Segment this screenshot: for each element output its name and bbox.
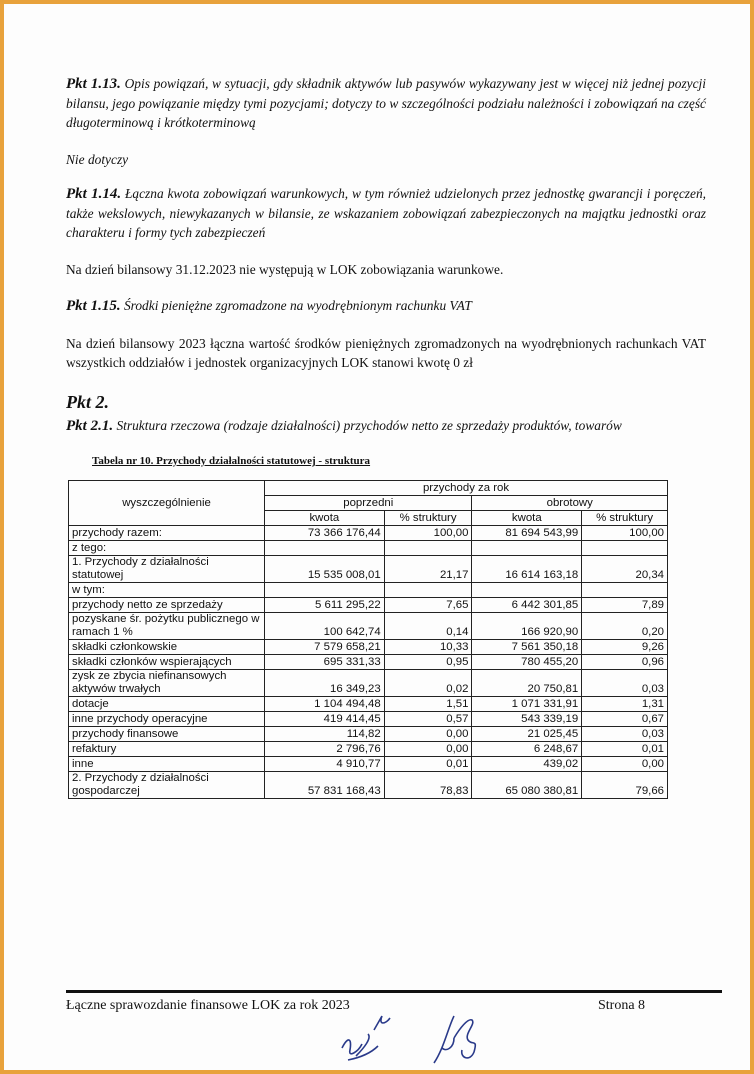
row-curr-pct: 7,89 <box>582 598 668 613</box>
row-curr-amount: 20 750,81 <box>472 670 582 697</box>
row-prev-amount <box>265 583 385 598</box>
row-curr-amount: 7 561 350,18 <box>472 640 582 655</box>
row-curr-amount: 439,02 <box>472 757 582 772</box>
pkt-2-heading: Pkt 2. <box>66 392 109 412</box>
row-curr-pct: 1,31 <box>582 697 668 712</box>
table-row <box>69 772 668 799</box>
row-prev-amount: 100 642,74 <box>265 613 385 640</box>
row-curr-pct: 0,01 <box>582 742 668 757</box>
section-pkt-1-15 <box>66 296 706 316</box>
row-curr-pct: 0,00 <box>582 757 668 772</box>
row-curr-pct <box>582 583 668 598</box>
row-curr-pct: 9,26 <box>582 640 668 655</box>
row-curr-pct: 20,34 <box>582 556 668 583</box>
row-label: składki członków wspierających <box>69 655 265 670</box>
row-curr-pct: 0,03 <box>582 670 668 697</box>
row-label: z tego: <box>69 541 265 556</box>
row-curr-amount: 543 339,19 <box>472 712 582 727</box>
table-row <box>69 655 668 670</box>
row-label: zysk ze zbycia niefinansowych aktywów trwałych <box>69 670 265 697</box>
table-caption: Tabela nr 10. Przychody działalności statutowej - struktura <box>92 455 371 467</box>
row-curr-pct: 0,96 <box>582 655 668 670</box>
row-prev-amount: 1 104 494,48 <box>265 697 385 712</box>
table-header-row-1 <box>69 481 668 496</box>
pkt-1-13-answer-block <box>66 150 706 169</box>
pkt-1-15-paragraph <box>66 296 706 316</box>
row-prev-amount: 695 331,33 <box>265 655 385 670</box>
section-pkt-1-13 <box>66 74 706 132</box>
row-label: pozyskane śr. pożytku publicznego w ramach 1 % <box>69 613 265 640</box>
row-curr-amount: 16 614 163,18 <box>472 556 582 583</box>
table-row <box>69 541 668 556</box>
pkt-1-14-paragraph <box>66 184 706 242</box>
row-prev-pct: 7,65 <box>384 598 472 613</box>
row-curr-pct: 79,66 <box>582 772 668 799</box>
row-prev-amount: 7 579 658,21 <box>265 640 385 655</box>
header-kwota-prev: kwota <box>265 511 385 526</box>
row-prev-pct <box>384 583 472 598</box>
row-prev-amount: 419 414,45 <box>265 712 385 727</box>
header-przychody-za-rok: przychody za rok <box>265 481 668 496</box>
header-wyszczegolnienie: wyszczególnienie <box>69 481 265 526</box>
row-prev-pct: 78,83 <box>384 772 472 799</box>
table-row <box>69 670 668 697</box>
footer-page-number: Strona 8 <box>598 998 646 1013</box>
signature-2-icon <box>424 1008 494 1070</box>
row-curr-amount: 65 080 380,81 <box>472 772 582 799</box>
pkt-1-15-text: Środki pieniężne zgromadzone na wyodrębnionym rachunku VAT <box>123 298 472 313</box>
revenue-structure-table <box>68 480 668 799</box>
row-label: przychody razem: <box>69 526 265 541</box>
row-curr-amount: 1 071 331,91 <box>472 697 582 712</box>
pkt-1-15-answer-block <box>66 334 706 372</box>
row-curr-amount <box>472 541 582 556</box>
table-row <box>69 556 668 583</box>
table-row <box>69 727 668 742</box>
row-curr-amount: 780 455,20 <box>472 655 582 670</box>
pkt-1-14-text: Łączna kwota zobowiązań warunkowych, w tym również udzielonych przez jednostkę gwarancji i poręczeń, także wekslowych, niewykazanych w bilansie, ze wskazaniem zobowiązań zabezpieczonych na majątku jednostki oraz charakteru i formy tych zabezpieczeń <box>66 186 706 240</box>
table-row <box>69 640 668 655</box>
row-label: dotacje <box>69 697 265 712</box>
row-prev-pct: 0,00 <box>384 742 472 757</box>
row-label: refaktury <box>69 742 265 757</box>
row-prev-amount: 4 910,77 <box>265 757 385 772</box>
header-pct-curr: % struktury <box>582 511 668 526</box>
row-curr-pct: 0,20 <box>582 613 668 640</box>
row-curr-amount: 166 920,90 <box>472 613 582 640</box>
pkt-2-1-label: Pkt 2.1. <box>66 418 114 434</box>
row-curr-amount: 21 025,45 <box>472 727 582 742</box>
table-row <box>69 757 668 772</box>
row-curr-pct: 0,03 <box>582 727 668 742</box>
row-prev-pct: 0,14 <box>384 613 472 640</box>
section-pkt-1-14 <box>66 184 706 242</box>
header-pct-prev: % struktury <box>384 511 472 526</box>
pkt-1-13-paragraph <box>66 74 706 132</box>
row-prev-amount: 114,82 <box>265 727 385 742</box>
pkt-1-13-answer: Nie dotyczy <box>66 152 129 167</box>
row-label: składki członkowskie <box>69 640 265 655</box>
row-prev-amount: 73 366 176,44 <box>265 526 385 541</box>
row-label: w tym: <box>69 583 265 598</box>
row-prev-pct: 0,57 <box>384 712 472 727</box>
row-label: 1. Przychody z działalności statutowej <box>69 556 265 583</box>
table-row <box>69 526 668 541</box>
row-prev-pct: 21,17 <box>384 556 472 583</box>
row-curr-pct: 100,00 <box>582 526 668 541</box>
row-prev-pct: 10,33 <box>384 640 472 655</box>
table-row <box>69 613 668 640</box>
row-prev-amount: 57 831 168,43 <box>265 772 385 799</box>
row-prev-pct: 0,02 <box>384 670 472 697</box>
section-pkt-2-1 <box>66 416 706 436</box>
header-kwota-curr: kwota <box>472 511 582 526</box>
row-curr-pct <box>582 541 668 556</box>
header-obrotowy: obrotowy <box>472 496 668 511</box>
row-prev-pct: 1,51 <box>384 697 472 712</box>
row-prev-pct: 100,00 <box>384 526 472 541</box>
header-poprzedni: poprzedni <box>265 496 472 511</box>
row-label: przychody finansowe <box>69 727 265 742</box>
row-prev-amount: 16 349,23 <box>265 670 385 697</box>
pkt-2-1-paragraph <box>66 416 706 436</box>
table-row <box>69 583 668 598</box>
row-prev-amount <box>265 541 385 556</box>
row-curr-amount <box>472 583 582 598</box>
table-row <box>69 742 668 757</box>
row-prev-amount: 2 796,76 <box>265 742 385 757</box>
row-prev-pct <box>384 541 472 556</box>
pkt-1-15-label: Pkt 1.15. <box>66 298 121 314</box>
table-row <box>69 697 668 712</box>
row-prev-amount: 15 535 008,01 <box>265 556 385 583</box>
footer-title: Łączne sprawozdanie finansowe LOK za rok 2023 <box>66 998 350 1013</box>
row-curr-pct: 0,67 <box>582 712 668 727</box>
row-prev-amount: 5 611 295,22 <box>265 598 385 613</box>
pkt-1-13-label: Pkt 1.13. <box>66 76 121 92</box>
section-pkt-2 <box>66 392 706 413</box>
row-curr-amount: 81 694 543,99 <box>472 526 582 541</box>
signature-1-icon <box>334 1008 414 1068</box>
row-label: inne <box>69 757 265 772</box>
row-prev-pct: 0,01 <box>384 757 472 772</box>
pkt-2-1-text: Struktura rzeczowa (rodzaje działalności) przychodów netto ze sprzedaży produktów, towarów <box>116 418 622 433</box>
row-label: przychody netto ze sprzedaży <box>69 598 265 613</box>
pkt-1-13-text: Opis powiązań, w sytuacji, gdy składnik aktywów lub pasywów wykazywany jest w więcej niż jednej pozycji bilansu, jego powiązanie między tymi pozycjami; dotyczy to w szczególności podziału należności i zobowiązań na część długoterminową i krótkoterminową <box>66 76 706 130</box>
row-prev-pct: 0,00 <box>384 727 472 742</box>
row-curr-amount: 6 442 301,85 <box>472 598 582 613</box>
table-row <box>69 712 668 727</box>
row-prev-pct: 0,95 <box>384 655 472 670</box>
row-curr-amount: 6 248,67 <box>472 742 582 757</box>
row-label: inne przychody operacyjne <box>69 712 265 727</box>
pkt-1-15-answer: Na dzień bilansowy 2023 łączna wartość środków pieniężnych zgromadzonych na wyodrębnionych rachunkach VAT wszystkich oddziałów i jednostek organizacyjnych LOK stanowi kwotę 0 zł <box>66 336 706 370</box>
row-label: 2. Przychody z działalności gospodarczej <box>69 772 265 799</box>
pkt-1-14-label: Pkt 1.14. <box>66 186 122 202</box>
pkt-1-14-answer-block <box>66 260 706 279</box>
footer-rule <box>66 990 722 993</box>
pkt-1-14-answer: Na dzień bilansowy 31.12.2023 nie występują w LOK zobowiązania warunkowe. <box>66 262 504 277</box>
table-row <box>69 598 668 613</box>
